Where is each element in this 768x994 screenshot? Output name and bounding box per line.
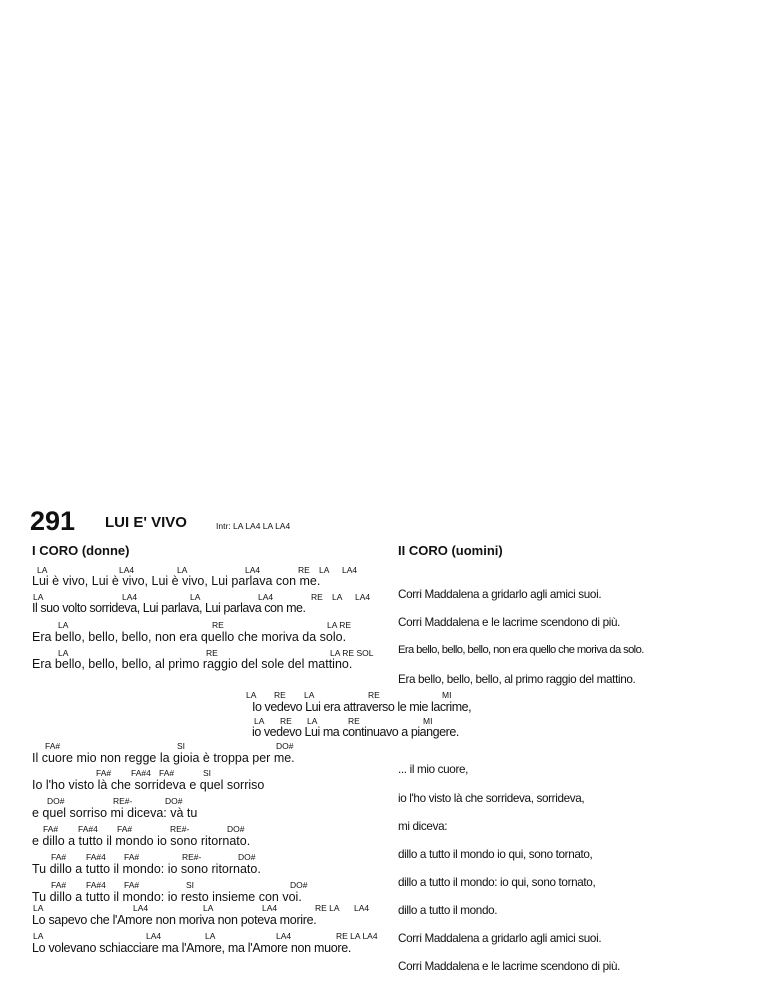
chord: FA# (51, 880, 67, 890)
chord: DO# (276, 741, 294, 751)
chord: LA (33, 931, 44, 941)
chord: FA# (117, 824, 133, 834)
lyric-line: Io l'ho visto là che sorrideva e quel sorriso (32, 778, 265, 792)
chord: RE LA (315, 903, 340, 913)
chord: DO# (238, 852, 256, 862)
chord: FA# (45, 741, 61, 751)
chord: LA (307, 716, 318, 726)
response-line: ... il mio cuore, (398, 763, 469, 776)
chord: LA (205, 931, 216, 941)
chord: FA# (124, 880, 140, 890)
chord: RE (311, 592, 323, 602)
response-line: io l'ho visto là che sorrideva, sorrideva, (398, 792, 585, 805)
chord: MI (442, 690, 452, 700)
lyric-line: Lui è vivo, Lui è vivo, Lui è vivo, Lui parlava con me. (32, 574, 321, 588)
chord: LA4 (355, 592, 371, 602)
lyric-line: Io vedevo Lui era attraverso le mie lacrime, (252, 700, 472, 714)
lyric-line: Il cuore mio non regge la gioia è troppa per me. (32, 751, 295, 765)
chord: LA (304, 690, 315, 700)
chord: FA#4 (86, 852, 106, 862)
chord: FA#4 (78, 824, 98, 834)
chord: LA (246, 690, 257, 700)
chord: FA# (124, 852, 140, 862)
lyric-line: e dillo a tutto il mondo io sono ritornato. (32, 834, 251, 848)
chord: SI (203, 768, 212, 778)
chord: LA4 (276, 931, 292, 941)
chord: LA (33, 903, 44, 913)
chord: LA (58, 648, 69, 658)
chord: DO# (47, 796, 65, 806)
chord: FA# (159, 768, 175, 778)
chord: LA RE (327, 620, 352, 630)
response-line: Corri Maddalena a gridarlo agli amici suoi. (398, 932, 602, 945)
chord: FA# (51, 852, 67, 862)
chord: RE (348, 716, 360, 726)
chord: DO# (290, 880, 308, 890)
chord: SI (186, 880, 195, 890)
chord: LA (332, 592, 343, 602)
chord: SI (177, 741, 186, 751)
song-title: LUI E' VIVO (105, 514, 187, 531)
chord: DO# (165, 796, 183, 806)
lyric-line: Era bello, bello, bello, al primo raggio del sole del mattino. (32, 657, 353, 671)
chord: RE LA LA4 (336, 931, 378, 941)
chord: LA (254, 716, 265, 726)
response-line: Corri Maddalena e le lacrime scendono di più. (398, 960, 621, 973)
lyric-line: Lo sapevo che l'Amore non moriva non poteva morire. (32, 913, 317, 927)
chord: LA4 (262, 903, 278, 913)
chord: RE (274, 690, 286, 700)
lyric-line: Il suo volto sorrideva, Lui parlava, Lui parlava con me. (32, 601, 306, 615)
song-number: 291 (30, 506, 76, 536)
chord: RE#- (182, 852, 202, 862)
chord: RE (298, 565, 310, 575)
response-line: dillo a tutto il mondo. (398, 904, 498, 917)
chord: FA# (43, 824, 59, 834)
heading-second-choir: II CORO (uomini) (398, 543, 503, 558)
response-line: Era bello, bello, bello, non era quello che moriva da solo. (398, 644, 644, 656)
chord: LA4 (342, 565, 358, 575)
chord: LA (190, 592, 201, 602)
chord: RE (280, 716, 292, 726)
chord: LA4 (122, 592, 138, 602)
chord: LA4 (245, 565, 261, 575)
chord: LA (177, 565, 188, 575)
chord: LA (33, 592, 44, 602)
chord: RE (206, 648, 218, 658)
lyric-line: Tu dillo a tutto il mondo: io resto insieme con voi. (32, 890, 302, 904)
chord: LA RE SOL (330, 648, 374, 658)
chord: LA4 (119, 565, 135, 575)
chord: RE (212, 620, 224, 630)
chord: FA#4 (86, 880, 106, 890)
lyric-line: Lo volevano schiacciare ma l'Amore, ma l'Amore non muore. (32, 941, 352, 955)
chord: LA4 (146, 931, 162, 941)
chord: LA (58, 620, 69, 630)
chord: FA#4 (131, 768, 151, 778)
lyric-line: Tu dillo a tutto il mondo: io sono ritornato. (32, 862, 261, 876)
chord: LA (319, 565, 330, 575)
chord: LA (203, 903, 214, 913)
response-line: mi diceva: (398, 820, 448, 833)
lyric-line: Era bello, bello, bello, non era quello che moriva da solo. (32, 630, 347, 644)
chord: LA4 (133, 903, 149, 913)
response-line: Era bello, bello, bello, al primo raggio del mattino. (398, 673, 636, 686)
response-line: dillo a tutto il mondo io qui, sono tornato, (398, 848, 593, 861)
lyric-line: io vedevo Lui ma continuavo a piangere. (252, 725, 459, 739)
chord: RE (368, 690, 380, 700)
chord: DO# (227, 824, 245, 834)
intro-chords: Intr: LA LA4 LA LA4 (216, 521, 291, 531)
chord: LA4 (258, 592, 274, 602)
chord: RE#- (113, 796, 133, 806)
chord: RE#- (170, 824, 190, 834)
chord: LA4 (354, 903, 370, 913)
heading-first-choir: I CORO (donne) (32, 543, 130, 558)
response-line: Corri Maddalena e le lacrime scendono di più. (398, 616, 621, 629)
chord: FA# (96, 768, 112, 778)
response-line: Corri Maddalena a gridarlo agli amici suoi. (398, 588, 602, 601)
chord: LA (37, 565, 48, 575)
response-line: dillo a tutto il mondo: io qui, sono tornato, (398, 876, 596, 889)
chord: MI (423, 716, 433, 726)
lyric-line: e quel sorriso mi diceva: và tu (32, 806, 198, 820)
